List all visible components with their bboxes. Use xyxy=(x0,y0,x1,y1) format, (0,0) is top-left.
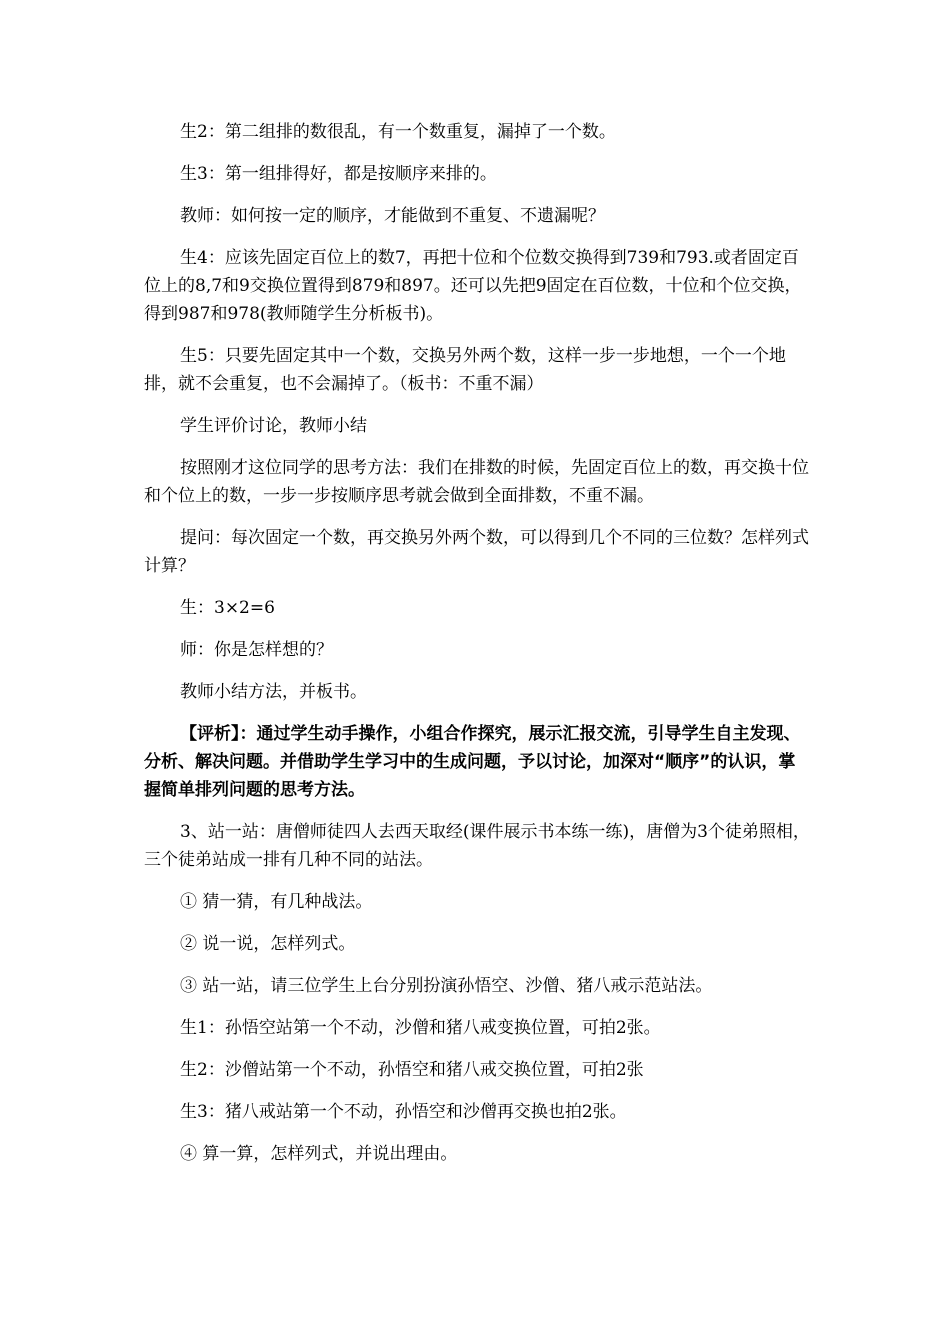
paragraph-answer-1: 生1：孙悟空站第一个不动，沙僧和猪八戒变换位置，可拍2张。 xyxy=(180,1018,661,1038)
paragraph-commentary: 【评析】：通过学生动手操作，小组合作探究，展示汇报交流，引导学生自主发现、分析、解决问题。并借助学生学习中的生成问题，予以讨论，加深对“顺序”的认识，掌握简单排列问题的思考方法。 xyxy=(144,724,801,800)
paragraph-student5: 生5：只要先固定其中一个数，交换另外两个数，这样一步一步地想，一个一个地排，就不会重复，也不会漏掉了。（板书：不重不漏） xyxy=(144,346,786,394)
paragraph-discussion: 学生评价讨论，教师小结 xyxy=(180,416,367,436)
paragraph-step-stand: ③ 站一站，请三位学生上台分别扮演孙悟空、沙僧、猪八戒示范站法。 xyxy=(180,976,713,996)
paragraph-step-calculate: ④ 算一算，怎样列式，并说出理由。 xyxy=(180,1144,458,1164)
document-page xyxy=(144,118,810,1182)
paragraph-student2: 生2：第二组排的数很乱，有一个数重复，漏掉了一个数。 xyxy=(180,122,616,142)
paragraph-student-answer: 生：3×2=6 xyxy=(180,598,275,618)
paragraph-question: 提问：每次固定一个数，再交换另外两个数，可以得到几个不同的三位数？怎样列式计算？ xyxy=(144,528,809,576)
paragraph-teacher-question: 教师：如何按一定的顺序，才能做到不重复、不遗漏呢？ xyxy=(180,206,605,226)
paragraph-teacher-ask: 师：你是怎样想的？ xyxy=(180,640,333,660)
paragraph-student3: 生3：第一组排得好，都是按顺序来排的。 xyxy=(180,164,497,184)
paragraph-answer-2: 生2：沙僧站第一个不动，孙悟空和猪八戒交换位置，可拍2张 xyxy=(180,1060,644,1080)
paragraph-answer-3: 生3：猪八戒站第一个不动，孙悟空和沙僧再交换也拍2张。 xyxy=(180,1102,627,1122)
paragraph-teacher-summary: 教师小结方法，并板书。 xyxy=(180,682,367,702)
paragraph-activity-3: 3、站一站：唐僧师徒四人去西天取经(课件展示书本练一练)，唐僧为3个徒弟照相，三个徒弟站成一排有几种不同的站法。 xyxy=(144,822,810,870)
paragraph-student4: 生4：应该先固定百位上的数7，再把十位和个位数交换得到739和793.或者固定百位上的8,7和9交换位置得到879和897。还可以先把9固定在百位数，十位和个位交换，得到987和978(教师随学生分析板书)。 xyxy=(144,248,802,324)
paragraph-step-guess: ① 猜一猜，有几种战法。 xyxy=(180,892,373,912)
paragraph-method: 按照刚才这位同学的思考方法：我们在排数的时候，先固定百位上的数，再交换十位和个位上的数，一步一步按顺序思考就会做到全面排数，不重不漏。 xyxy=(144,458,809,506)
paragraph-step-say: ② 说一说，怎样列式。 xyxy=(180,934,356,954)
